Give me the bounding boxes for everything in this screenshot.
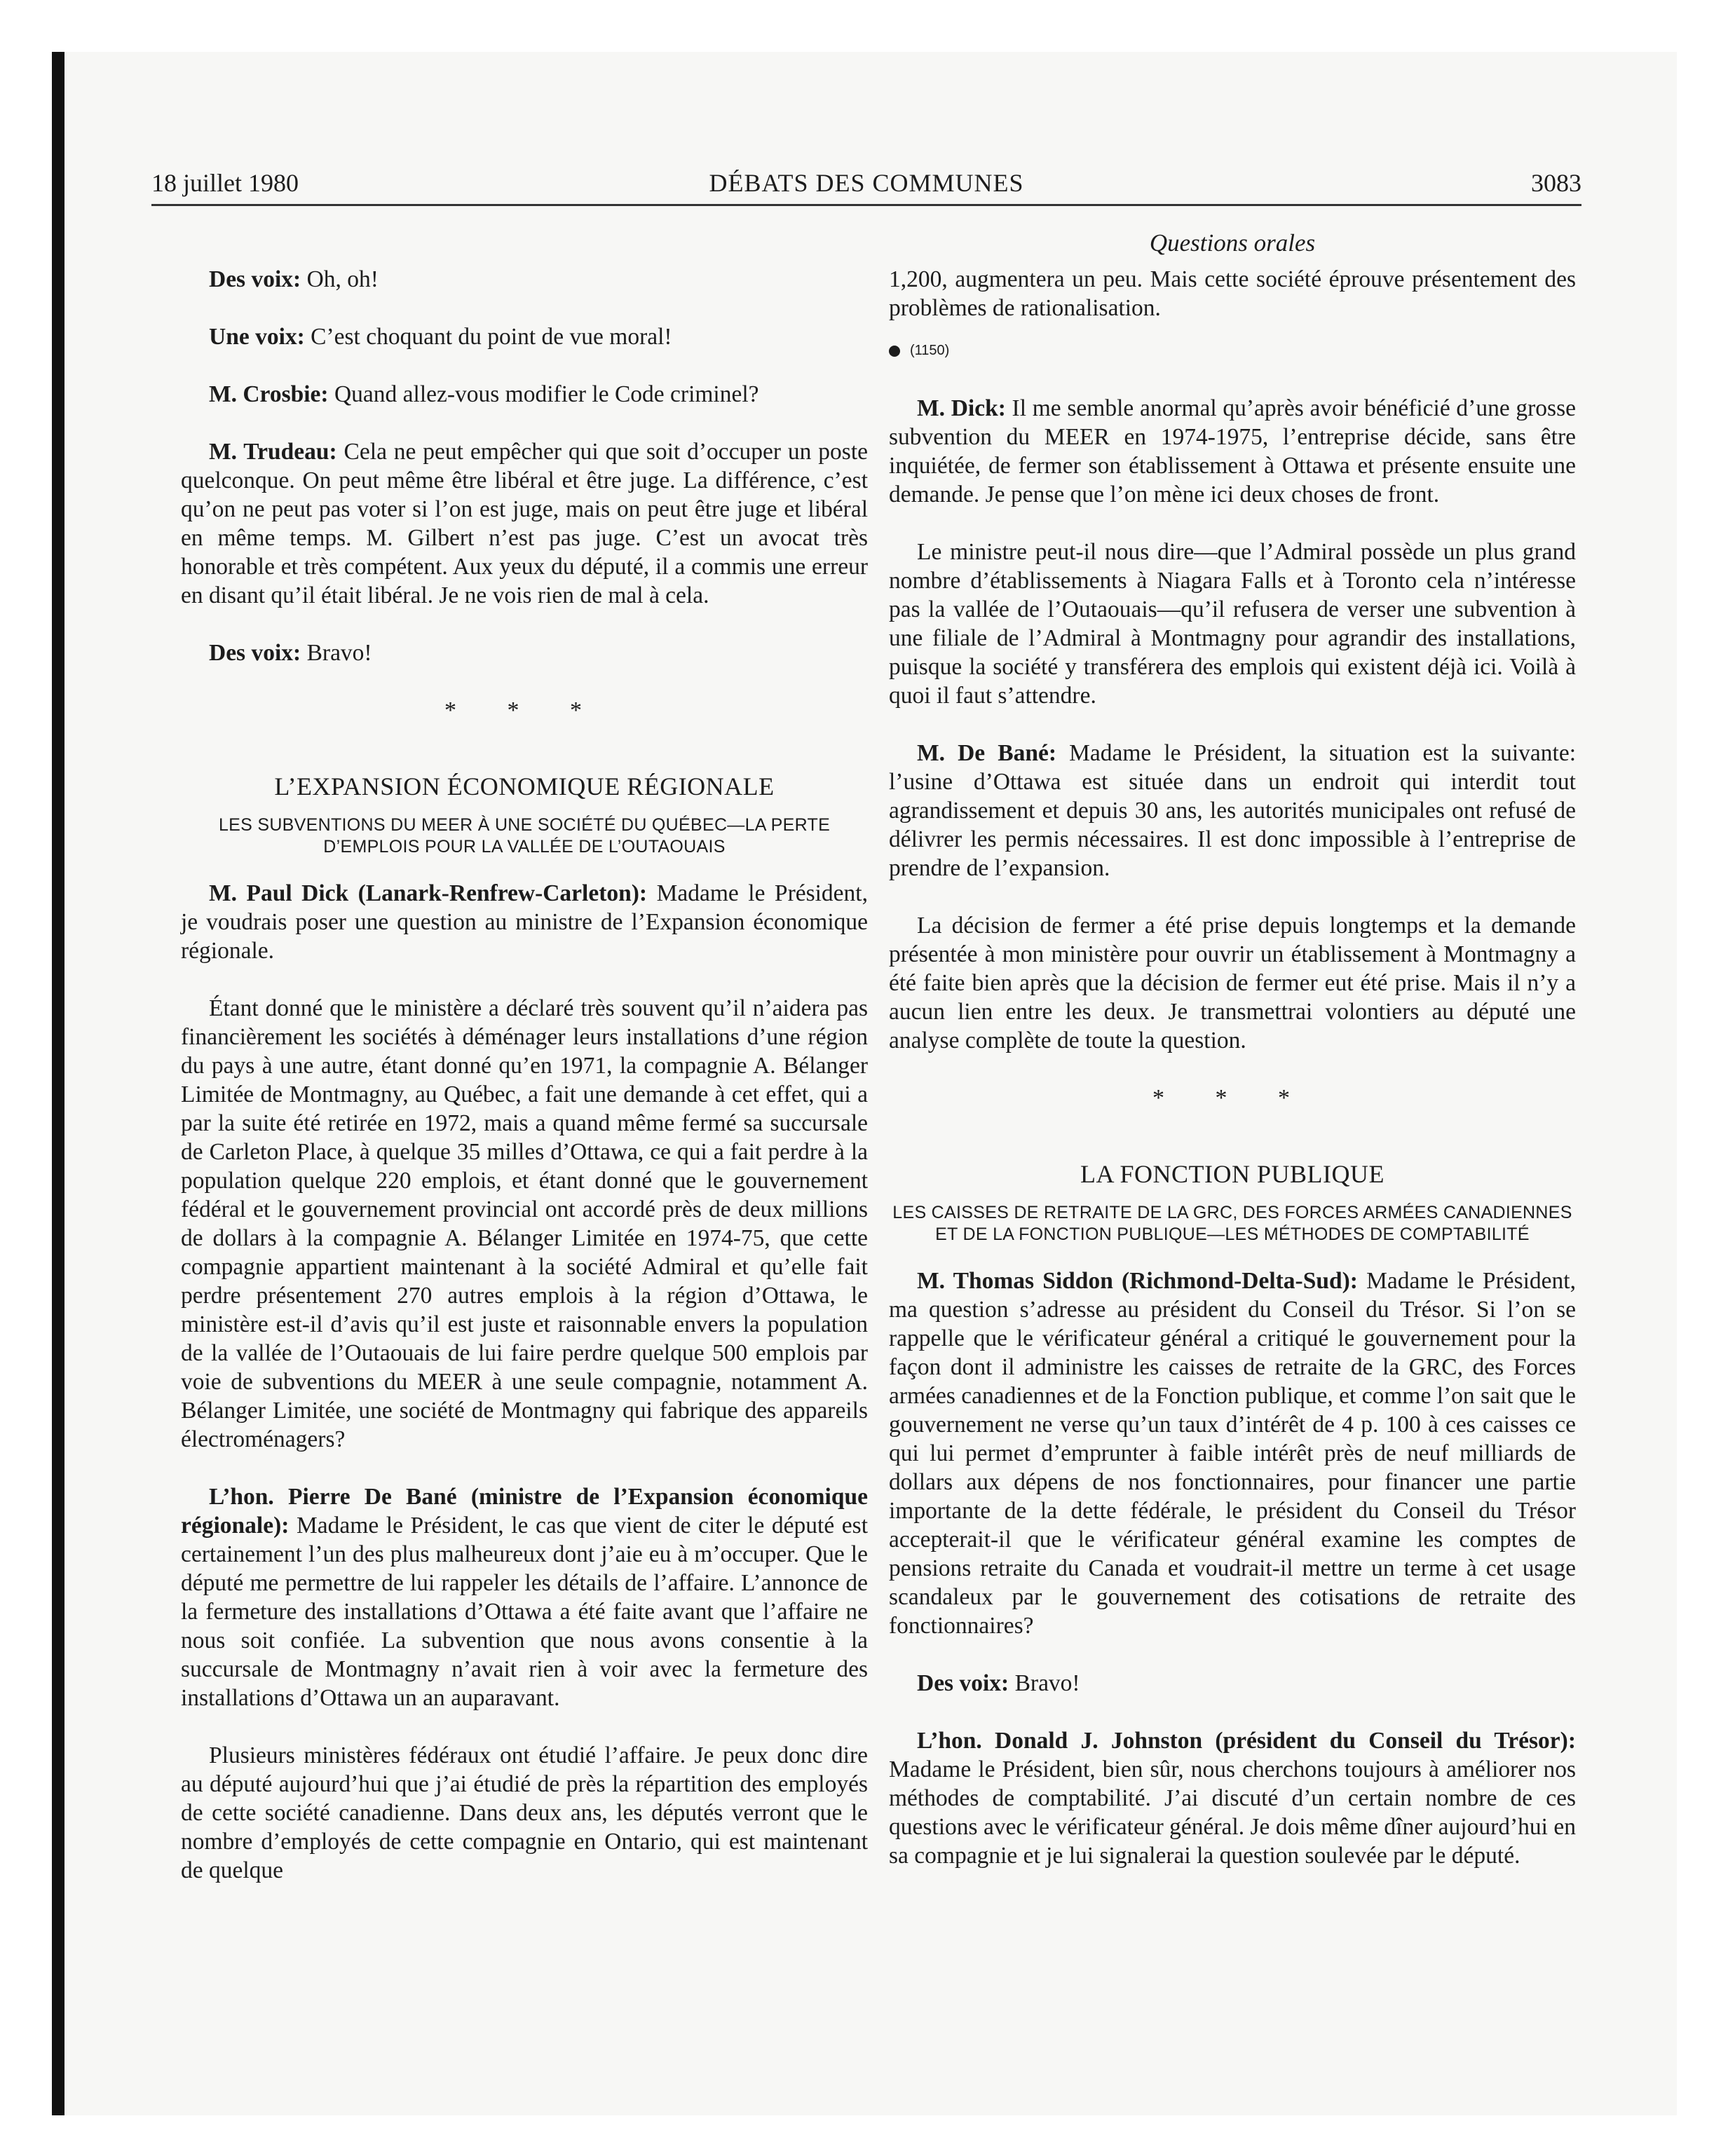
- speech-text: Cela ne peut empêcher qui que soit d’occuper un poste quelconque. On peut même être libéral et être juge. La différence, c’est qu’on ne peut pas voter si l’on est juge, mais on peut être juge et libéral en même temps. M. Gilbert n’est pas juge. C’est un avocat très honorable et très compétent. Aux yeux du député, il a commis une erreur en disant qu’il était libéral. Je ne vois rien de mal à cela.: [181, 439, 868, 608]
- speech-text: Il me semble anormal qu’après avoir bénéficié d’une grosse subvention du MEER en 1974-1975, l’entreprise décide, sans être inquiétée, de fermer son établissement à Ottawa et présente ensuite une demande. Je pense que l’on mène ici deux choses de front.: [889, 395, 1576, 507]
- speaker-name: M. Trudeau:: [209, 439, 337, 465]
- paragraph: [181, 1482, 868, 1712]
- speech-text: Bravo!: [301, 640, 372, 666]
- header-title: DÉBATS DES COMMUNES: [709, 169, 1024, 197]
- speaker-name: M. Dick:: [917, 395, 1006, 421]
- section-separator: * * *: [444, 697, 604, 723]
- paragraph: [889, 1669, 1576, 1698]
- paragraph: [181, 437, 868, 610]
- left-column: [181, 265, 868, 1913]
- paragraph: [181, 380, 868, 409]
- paragraph: Plusieurs ministères fédéraux ont étudié l’affaire. Je peux donc dire au député aujourd’hui que j’ai étudié de près la répartition des employés de cette société canadienne. Dans deux ans, les députés verront que le nombre d’employés de cette compagnie en Ontario, qui est maintenant de quelque: [181, 1742, 868, 1883]
- page-number: 3083: [1531, 169, 1581, 197]
- subtopic-heading: LES SUBVENTIONS DU MEER À UNE SOCIÉTÉ DU QUÉBEC—LA PERTE D’EMPLOIS POUR LA VALLÉE DE L’OUTAOUAIS: [218, 815, 831, 857]
- speaker-name: L’hon. Pierre De Bané (ministre de l’Expansion économique régionale):: [181, 1484, 868, 1538]
- speech-text: Madame le Président, la situation est la suivante: l’usine d’Ottawa est située dans un endroit qui interdit tout agrandissement et depuis 30 ans, les autorités municipales ont refusé de délivrer les permis nécessaires. Il est donc impossible à l’entreprise de prendre de l’expansion.: [889, 740, 1576, 881]
- running-header: [151, 165, 1581, 205]
- subtopic-heading: LES CAISSES DE RETRAITE DE LA GRC, DES FORCES ARMÉES CANADIENNES ET DE LA FONCTION PUBLIQUE—LES MÉTHODES DE COMPTABILITÉ: [892, 1203, 1572, 1244]
- speech-text: Madame le Président, je voudrais poser une question au ministre de l’Expansion économique régionale.: [181, 880, 868, 964]
- speech-text: Madame le Président, bien sûr, nous cherchons toujours à améliorer nos méthodes de comptabilité. J’ai discuté d’un certain nombre de ces questions avec le vérificateur général. Je dois même dîner aujourd’hui en sa compagnie et je lui signalerai la question soulevée par le député.: [889, 1756, 1576, 1869]
- speech-text: Madame le Président, ma question s’adresse au président du Conseil du Trésor. Si l’on se rappelle que le vérificateur général a critiqué le gouvernement pour la façon dont il administre les caisses de retraite de la GRC, des Forces armées canadiennes et de la Fonction publique, et comme l’on sait que le gouvernement ne verse qu’un taux d’intérêt de 4 p. 100 à ces caisses ce qui lui permet d’emprunter à faible intérêt près de neuf milliards de dollars aux dépens de nos fonctionnaires, pour financer une partie importante de la dette fédérale, le président du Conseil du Trésor accepterait-il que le vérificateur général examine les comptes de pensions retraite du Canada et voudrait-il mettre un terme à cet usage scandaleux par le gouvernement des cotisations de retraite des fonctionnaires?: [889, 1268, 1576, 1639]
- paragraph: La décision de fermer a été prise depuis longtemps et la demande présentée à mon ministère pour ouvrir un établissement à Montmagny a été faite bien après que la décision de fermer eut été prise. Mais il n’y a aucun lien entre les deux. Je transmettrai volontiers au député une analyse complète de toute la question.: [889, 913, 1576, 1053]
- speaker-name: Une voix:: [209, 324, 305, 350]
- speaker-name: L’hon. Donald J. Johnston (président du Conseil du Trésor):: [917, 1728, 1576, 1754]
- speaker-name: M. De Bané:: [917, 740, 1056, 766]
- speaker-name: M. Thomas Siddon (Richmond-Delta-Sud):: [917, 1268, 1358, 1294]
- time-marker: [889, 336, 1576, 365]
- speech-text: Bravo!: [1009, 1670, 1080, 1696]
- bullet-icon: [889, 346, 900, 357]
- topic-heading: LA FONCTION PUBLIQUE: [1080, 1160, 1384, 1188]
- time-marker-text: (1150): [910, 343, 950, 358]
- speaker-name: Des voix:: [209, 640, 301, 666]
- section-title: Questions orales: [1149, 229, 1316, 257]
- header-date: 18 juillet 1980: [151, 169, 299, 197]
- paragraph: [889, 1267, 1576, 1640]
- paragraph: 1,200, augmentera un peu. Mais cette société éprouve présentement des problèmes de rationalisation.: [889, 266, 1576, 321]
- speaker-name: Des voix:: [209, 266, 301, 292]
- speech-text: Quand allez-vous modifier le Code criminel?: [328, 381, 759, 407]
- paragraph: [181, 879, 868, 965]
- speech-text: Oh, oh!: [301, 266, 379, 292]
- topic-heading: L’EXPANSION ÉCONOMIQUE RÉGIONALE: [274, 772, 775, 800]
- paragraph: [889, 739, 1576, 882]
- paragraph: [181, 639, 868, 667]
- paragraph: [889, 394, 1576, 509]
- paragraph: [181, 265, 868, 294]
- paragraph: [889, 1726, 1576, 1870]
- scan-border: [52, 52, 64, 2115]
- section-separator: * * *: [1152, 1085, 1312, 1111]
- paragraph: Le ministre peut-il nous dire—que l’Admiral possède un plus grand nombre d’établissements à Niagara Falls et à Toronto cela n’intéresse pas la vallée de l’Outaouais—qu’il refusera de verser une subvention à une filiale de l’Admiral à Montmagny pour agrandir des installations, puisque la société y transférera des emplois qui existent déjà ici. Voilà à quoi il faut s’attendre.: [889, 539, 1576, 709]
- speaker-name: Des voix:: [917, 1670, 1009, 1696]
- paragraph: [181, 322, 868, 351]
- speech-text: Madame le Président, le cas que vient de citer le député est certainement l’un des plus malheureux dont j’aie eu à m’occuper. Que le député me permettre de lui rappeler les détails de l’affaire. L’annonce de la fermeture des installations d’Ottawa a été faite avant que l’affaire ne nous soit confiée. La subvention que nous avons consentie à la succursale de Montmagny n’avait rien à voir avec la fermeture des installations d’Ottawa un an auparavant.: [181, 1513, 868, 1711]
- paragraph: Étant donné que le ministère a déclaré très souvent qu’il n’aidera pas financièrement les sociétés à déménager leurs installations d’une région du pays à une autre, étant donné qu’en 1971, la compagnie A. Bélanger Limitée de Montmagny, au Québec, a fait une demande à cet effet, qui a par la suite été retirée en 1972, mais a quand même fermé sa succursale de Carleton Place, à quelque 35 milles d’Ottawa, ce qui a fait perdre à la population quelque 220 emplois, et étant donné que le gouvernement fédéral et le gouvernement provincial ont accordé près de deux millions de dollars à la compagnie A. Bélanger Limitée en 1974-75, que cette compagnie appartient maintenant à la société Admiral et qu’elle fait perdre présentement 270 autres emplois à la région d’Ottawa, le ministère est-il d’avis qu’il est juste et raisonnable envers la population de la vallée de l’Outaouais de lui faire perdre quelque 500 emplois par voie de subventions du MEER à une seule compagnie, notamment A. Bélanger Limitée, une société de Montmagny qui fabrique des appareils électroménagers?: [181, 995, 868, 1452]
- speaker-name: M. Paul Dick (Lanark-Renfrew-Carleton):: [209, 880, 648, 906]
- document-page: [151, 165, 1581, 2044]
- speech-text: C’est choquant du point de vue moral!: [304, 324, 672, 350]
- right-column: [889, 228, 1576, 1899]
- speaker-name: M. Crosbie:: [209, 381, 329, 407]
- header-rule: [151, 204, 1581, 206]
